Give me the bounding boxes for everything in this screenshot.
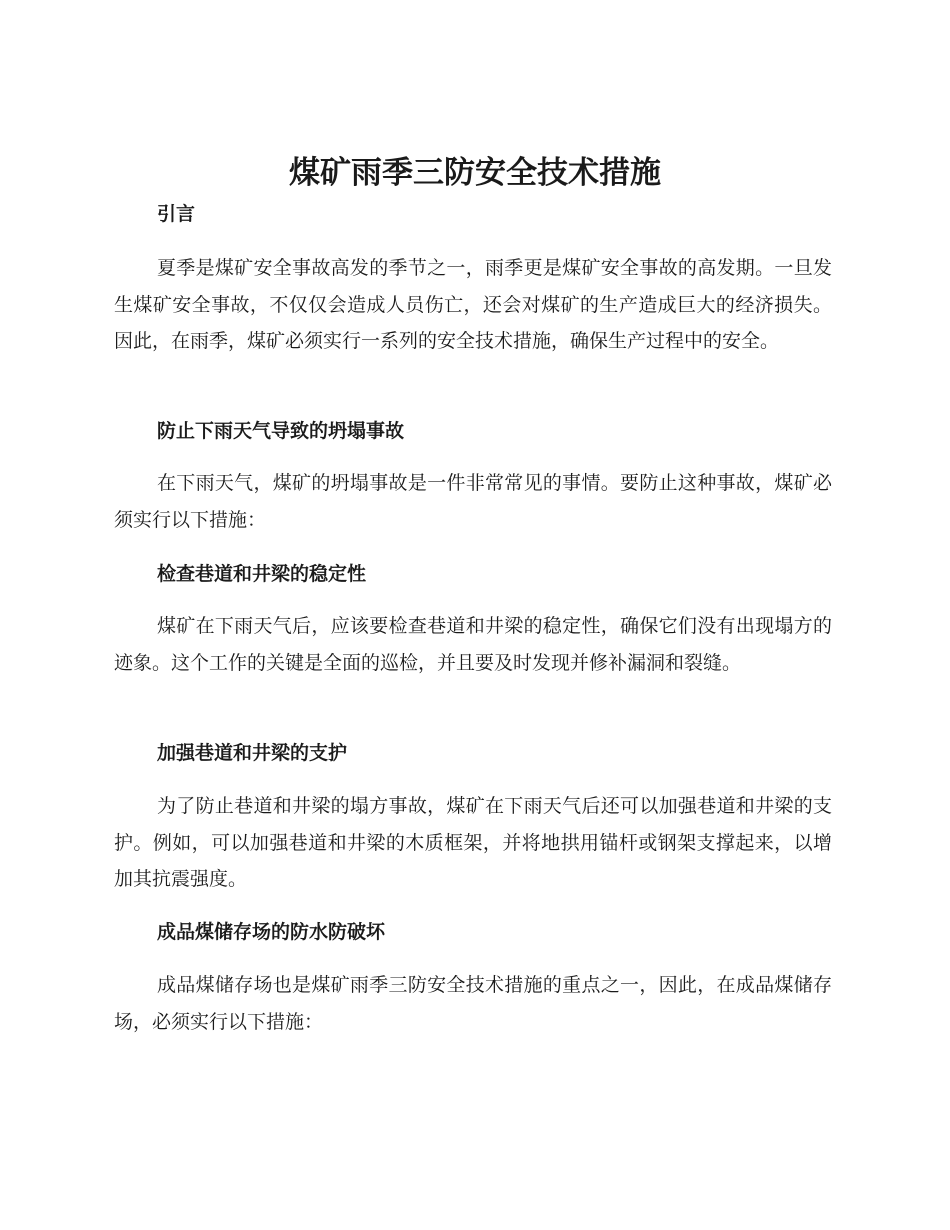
section-heading-coal-storage-protection: 成品煤储存场的防水防破坏 bbox=[157, 921, 386, 943]
section-paragraph-collapse-prevention: 在下雨天气，煤矿的坍塌事故是一件非常常见的事情。要防止这种事故，煤矿必须实行以下措施： bbox=[114, 472, 832, 531]
document-title: 煤矿雨季三防安全技术措施 bbox=[289, 155, 661, 191]
section-paragraph-support-reinforcement: 为了防止巷道和井梁的塌方事故，煤矿在下雨天气后还可以加强巷道和井梁的支护。例如，可以加强巷道和井梁的木质框架，并将地拱用锚杆或钢架支撑起来，以增加其抗震强度。 bbox=[114, 795, 832, 890]
section-paragraph-coal-storage-protection: 成品煤储存场也是煤矿雨季三防安全技术措施的重点之一，因此，在成品煤储存场，必须实行以下措施： bbox=[114, 974, 832, 1033]
section-heading-collapse-prevention: 防止下雨天气导致的坍塌事故 bbox=[157, 420, 405, 442]
section-heading-introduction: 引言 bbox=[157, 203, 196, 225]
section-heading-support-reinforcement: 加强巷道和井梁的支护 bbox=[157, 742, 348, 764]
section-paragraph-stability-check: 煤矿在下雨天气后，应该要检查巷道和井梁的稳定性，确保它们没有出现塌方的迹象。这个工作的关键是全面的巡检，并且要及时发现并修补漏洞和裂缝。 bbox=[114, 615, 832, 674]
section-heading-stability-check: 检查巷道和井梁的稳定性 bbox=[157, 563, 367, 585]
section-paragraph-introduction: 夏季是煤矿安全事故高发的季节之一，雨季更是煤矿安全事故的高发期。一旦发生煤矿安全事故，不仅仅会造成人员伤亡，还会对煤矿的生产造成巨大的经济损失。因此，在雨季，煤矿必须实行一系列的安全技术措施，确保生产过程中的安全。 bbox=[114, 257, 832, 352]
